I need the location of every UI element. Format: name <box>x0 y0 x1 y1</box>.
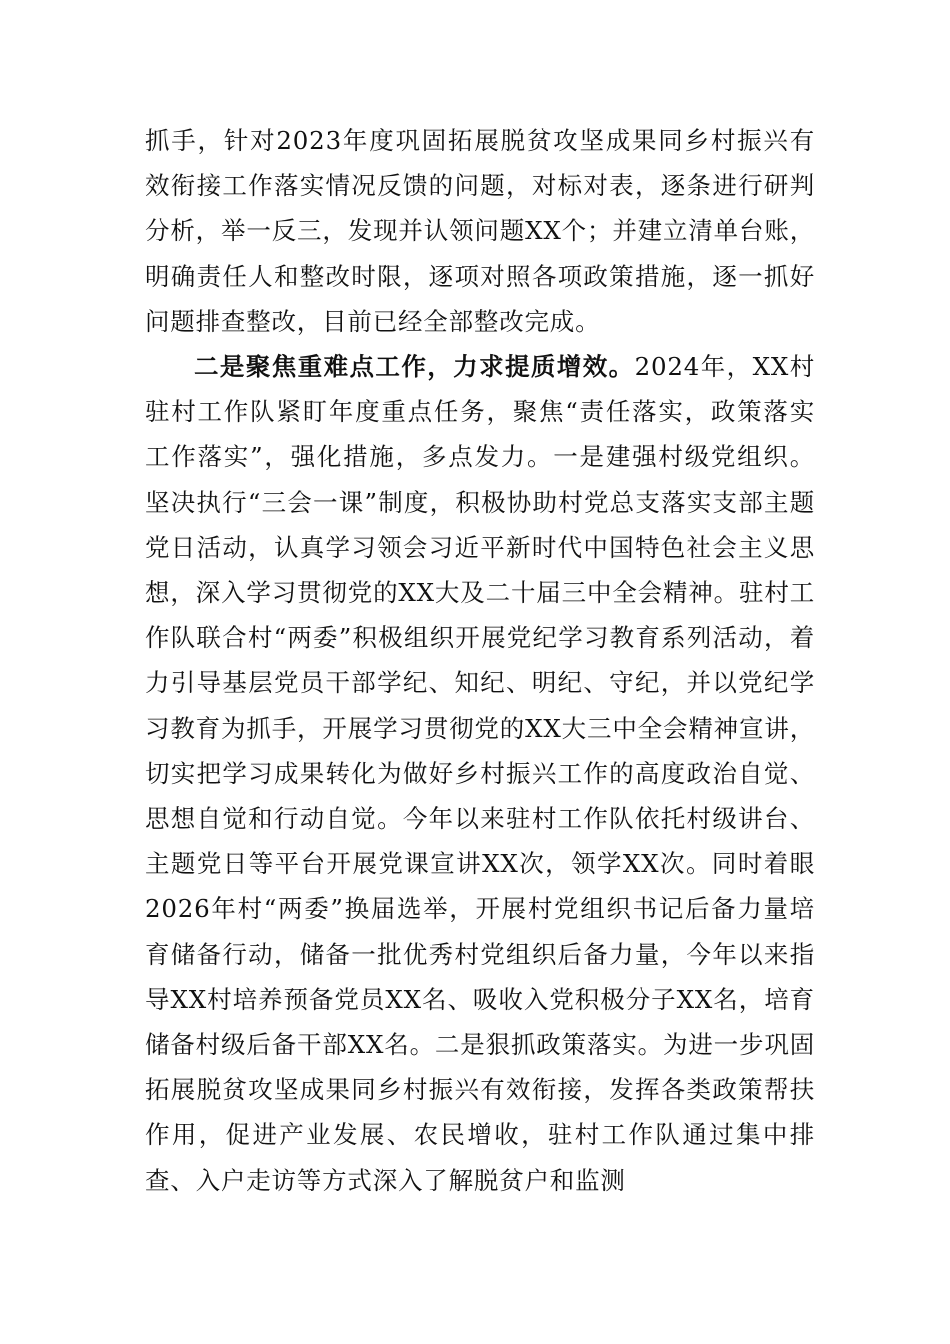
paragraph-1-text: 抓手，针对2023年度巩固拓展脱贫攻坚成果同乡村振兴有效衔接工作落实情况反馈的问题，对标对表，逐条进行研判分析，举一反三，发现并认领问题XX个；并建立清单台账，明确责任人和整改时限，逐项对照各项政策措施，逐一抓好问题排查整改，目前已经全部整改完成。 <box>145 126 815 336</box>
paragraph-focus-key-work <box>145 344 815 1203</box>
paragraph-2-lead: 二是聚焦重难点工作，力求提质增效。 <box>194 352 635 382</box>
document-body <box>145 118 815 1203</box>
paragraph-2-text: 2024年，XX村驻村工作队紧盯年度重点任务，聚焦“责任落实，政策落实工作落实”，强化措施，多点发力。一是建强村级党组织。坚决执行“三会一课”制度，积极协助村党总支落实支部主题党日活动，认真学习领会习近平新时代中国特色社会主义思想，深入学习贯彻党的XX大及二十届三中全会精神。驻村工作队联合村“两委”积极组织开展党纪学习教育系列活动，着力引导基层党员干部学纪、知纪、明纪、守纪，并以党纪学习教育为抓手，开展学习贯彻党的XX大三中全会精神宣讲，切实把学习成果转化为做好乡村振兴工作的高度政治自觉、思想自觉和行动自觉。今年以来驻村工作队依托村级讲台、主题党日等平台开展党课宣讲XX次，领学XX次。同时着眼2026年村“两委”换届选举，开展村党组织书记后备力量培育储备行动，储备一批优秀村党组织后备力量，今年以来指导XX村培养预备党员XX名、吸收入党积极分子XX名，培育储备村级后备干部XX名。二是狠抓政策落实。为进一步巩固拓展脱贫攻坚成果同乡村振兴有效衔接，发挥各类政策帮扶作用，促进产业发展、农民增收，驻村工作队通过集中排查、入户走访等方式深入了解脱贫户和监测 <box>145 352 815 1195</box>
paragraph-continuation <box>145 118 815 344</box>
